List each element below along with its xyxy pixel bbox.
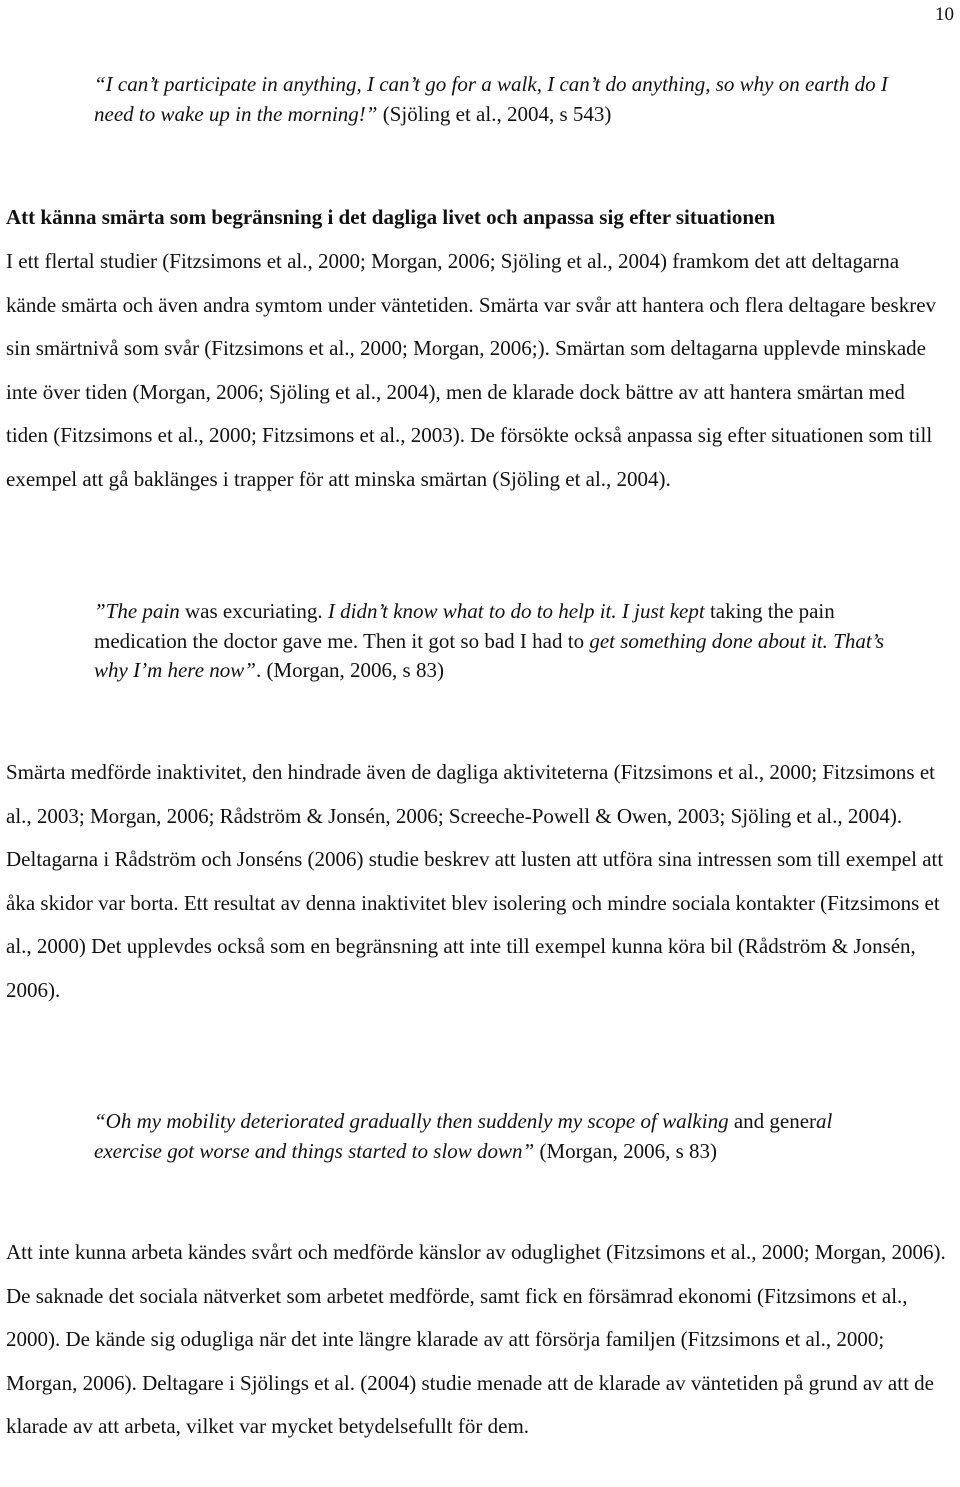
paragraph-inactivity: Smärta medförde inaktivitet, den hindrade även de dagliga aktiviteterna (Fitzsimons et al., 2000; Fitzsimons et al., 2003; Morgan, 2006; Rådström & Jonsén, 2006; Screeche-Powell & Owen, 2003; Sjöling et al., 2004). Deltagarna i Rådström och Jonséns (2006) studie beskrev att lusten att utföra sina intressen som till exempel att åka skidor var borta. Ett resultat av denna inaktivitet blev isolering och mindre sociala kontakter (Fitzsimons et al., 2000) Det upplevdes också som en begränsning att inte till exempel kunna köra bil (Rådström & Jonsén, 2006). xyxy=(6,760,944,1002)
paragraph-pain: I ett flertal studier (Fitzsimons et al., 2000; Morgan, 2006; Sjöling et al., 2004) framkom det att deltagarna kände smärta och även andra symtom under väntetiden. Smärta var svår att hantera och flera deltagare beskrev sin smärtnivå som svår (Fitzsimons et al., 2000; Morgan, 2006;). Smärtan som deltagarna upplevde minskade inte över tiden (Morgan, 2006; Sjöling et al., 2004), men de klarade dock bättre av att hantera smärtan med tiden (Fitzsimons et al., 2000; Fitzsimons et al., 2003). De försökte också anpassa sig efter situationen som till exempel att gå baklänges i trapper för att minska smärtan (Sjöling et al., 2004). xyxy=(6,249,937,491)
page-number: 10 xyxy=(935,4,954,25)
quote-citation: (Morgan, 2006, s 83) xyxy=(534,1138,717,1163)
quote-text: ”The pain xyxy=(94,599,180,623)
quote-text: “Oh my mobility deteriorated gradually then suddenly my scope of walking xyxy=(94,1109,729,1133)
quote-text: “I can’t participate in anything, I can’t go for a walk, I can’t do anything, so why on earth do I need to wake up in the morning!” xyxy=(94,72,888,126)
paragraph-work: Att inte kunna arbeta kändes svårt och medförde känslor av oduglighet (Fitzsimons et al., 2000; Morgan, 2006). De saknade det sociala nätverket som arbetet medförde, samt fick en försämrad ekonomi (Fitzsimons et al., 2000). De kände sig odugliga när det inte längre klarade av att försörja familjen (Fitzsimons et al., 2000; Morgan, 2006). Deltagare i Sjölings et al. (2004) studie menade att de klarade av väntetiden på grund av att de klarade av att arbeta, vilket var mycket betydelsefullt för dem. xyxy=(6,1240,946,1438)
quote-morgan-pain: ”The pain was excuriating. I didn’t know what to do to help it. I just kept taking the pain medication the doctor gave me. Then it got so bad I had to get something done about it. That’s why I’m here now”. (Morgan, 2006, s 83) xyxy=(94,599,885,682)
quote-morgan-mobility: “Oh my mobility deteriorated gradually then suddenly my scope of walking and general exercise got worse and things started to slow down” (Morgan, 2006, s 83) xyxy=(94,1109,833,1163)
quote-citation: . (Morgan, 2006, s 83) xyxy=(255,658,444,682)
quote-citation: (Sjöling et al., 2004, s 543) xyxy=(377,101,612,126)
section-heading: Att känna smärta som begränsning i det dagliga livet och anpassa sig efter situationen xyxy=(6,205,776,229)
quote-sjoling xyxy=(94,70,894,129)
